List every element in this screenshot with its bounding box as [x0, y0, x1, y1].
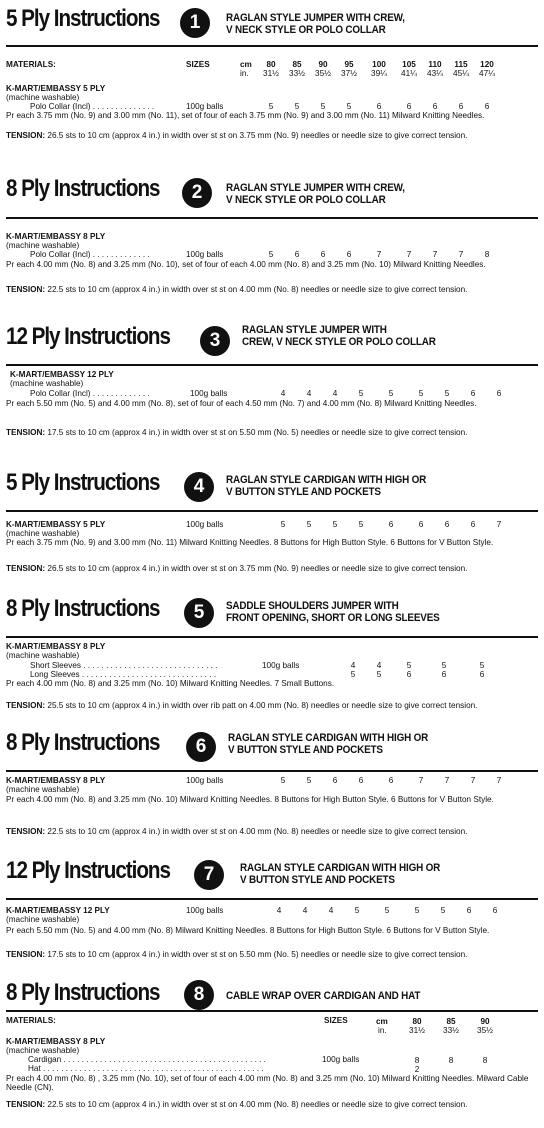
- section-title: 12 Ply Instructions: [6, 857, 170, 884]
- section-number-badge: 8: [184, 980, 214, 1010]
- tension-label: TENSION:: [6, 950, 46, 959]
- yarn-name: K-MART/EMBASSY 8 PLY: [6, 232, 106, 241]
- quantity: 6: [432, 102, 438, 111]
- quantity: 5: [358, 389, 364, 398]
- balls-unit: 100g balls: [186, 520, 224, 529]
- size-cm: 85: [446, 1017, 456, 1026]
- needles-text: Pr each 3.75 mm (No. 9) and 3.00 mm (No. 11) Milward Knitting Needles. 8 Buttons for High Button Style. 6 Buttons for V Button Style.: [6, 538, 494, 547]
- tension-text: 17.5 sts to 10 cm (approx 4 in.) in width over st st on 5.50 mm (No. 5) needles or needle size to give correct tension.: [47, 950, 468, 959]
- section-title: 5 Ply Instructions: [6, 469, 160, 496]
- tension-paragraph: [6, 701, 530, 710]
- quantity-row: [258, 250, 500, 259]
- section-subtitle-line-2: V BUTTON STYLE AND POCKETS: [228, 744, 383, 756]
- sizes-cm-row: [258, 60, 500, 69]
- section-divider: [6, 770, 538, 772]
- quantity: 4: [332, 389, 338, 398]
- sizes-in-row: [258, 69, 500, 78]
- needles-text: Pr each 4.00 mm (No. 8) and 3.25 mm (No. 10) Milward Knitting Needles. 8 Buttons for High Button Style. 6 Buttons for V Button Style.: [6, 795, 494, 804]
- tension-label: TENSION:: [6, 827, 46, 836]
- quantity: 5: [376, 670, 382, 679]
- quantity: 5: [306, 776, 312, 785]
- section-divider: [6, 898, 538, 900]
- section-divider: [6, 217, 538, 219]
- quantity: 7: [376, 250, 382, 259]
- quantity: 5: [320, 102, 326, 111]
- quantity-row: [270, 776, 512, 785]
- quantity: 5: [384, 906, 390, 915]
- quantity-row: [270, 520, 512, 529]
- section-subtitle-line-1: RAGLAN STYLE CARDIGAN WITH HIGH OR: [228, 732, 429, 744]
- tension-text: 25.5 sts to 10 cm (approx 4 in.) in width over rib patt on 4.00 mm (No. 8) needles or needle size to give correct tension.: [47, 701, 478, 710]
- quantity: 6: [406, 670, 412, 679]
- quantity: 6: [388, 776, 394, 785]
- section-subtitle-line-1: RAGLAN STYLE CARDIGAN WITH HIGH OR: [226, 474, 427, 486]
- quantity: 5: [444, 389, 450, 398]
- quantity: 7: [470, 776, 476, 785]
- sizes-in-row: [400, 1026, 502, 1035]
- quantity-row: [400, 1065, 434, 1074]
- quantity: 6: [444, 520, 450, 529]
- size-in: 31½: [409, 1026, 425, 1035]
- materials-label: MATERIALS:: [6, 1016, 56, 1025]
- section-subtitle-line-2: CREW, V NECK STYLE OR POLO COLLAR: [242, 336, 436, 348]
- quantity: 5: [280, 520, 286, 529]
- quantity: 5: [441, 661, 447, 670]
- section-divider: [6, 636, 538, 638]
- quantity: 5: [358, 520, 364, 529]
- yarn-washable: (machine washable): [6, 1046, 80, 1055]
- quantity: 7: [496, 520, 502, 529]
- section-title: 12 Ply Instructions: [6, 323, 170, 350]
- balls-unit: 100g balls: [190, 389, 228, 398]
- yarn-name: K-MART/EMBASSY 12 PLY: [6, 906, 110, 915]
- quantity: 6: [346, 250, 352, 259]
- tension-text: 22.5 sts to 10 cm (approx 4 in.) in width over st st on 4.00 mm (No. 8) needles or needle size to give correct tension.: [47, 827, 468, 836]
- item-label: Hat . . . . . . . . . . . . . . . . . . . . . . . . . . . . . . . . . . . . . . . . . . . . . . . . .: [28, 1064, 264, 1073]
- quantity: 5: [350, 670, 356, 679]
- size-cm: 105: [402, 60, 416, 69]
- quantity: 6: [466, 906, 472, 915]
- quantity: 6: [406, 102, 412, 111]
- quantity: 5: [354, 906, 360, 915]
- tension-label: TENSION:: [6, 564, 46, 573]
- tension-label: TENSION:: [6, 428, 46, 437]
- size-in: 33½: [443, 1026, 459, 1035]
- quantity: 7: [406, 250, 412, 259]
- size-cm: 110: [428, 60, 442, 69]
- quantity: 5: [414, 906, 420, 915]
- tension-paragraph: [6, 428, 530, 437]
- yarn-name: K-MART/EMBASSY 5 PLY: [6, 84, 106, 93]
- section-number-badge: 4: [184, 472, 214, 502]
- quantity: 6: [320, 250, 326, 259]
- quantity: 4: [302, 906, 308, 915]
- quantity: 4: [280, 389, 286, 398]
- quantity: 7: [496, 776, 502, 785]
- yarn-washable: (machine washable): [6, 529, 80, 538]
- tension-text: 26.5 sts to 10 cm (approx 4 in.) in width over st st on 3.75 mm (No. 9) needles or needle size to give correct tension.: [47, 131, 468, 140]
- unit-cm: cm: [376, 1017, 388, 1026]
- quantity: 6: [376, 102, 382, 111]
- yarn-washable: (machine washable): [6, 785, 80, 794]
- section-header: [0, 318, 544, 358]
- section-divider: [6, 45, 538, 47]
- quantity: 6: [496, 389, 502, 398]
- section-6: [0, 724, 544, 852]
- needles-text: Pr each 5.50 mm (No. 5) and 4.00 mm (No. 8), set of four of each 4.50 mm (No. 7) and 4.00 mm (No. 8) Milward Knitting Needles.: [6, 399, 477, 408]
- quantity: 6: [294, 250, 300, 259]
- section-subtitle-line-2: V BUTTON STYLE AND POCKETS: [240, 874, 395, 886]
- section-header: [0, 724, 544, 764]
- section-subtitle-line-2: FRONT OPENING, SHORT OR LONG SLEEVES: [226, 612, 440, 624]
- balls-unit: 100g balls: [322, 1055, 360, 1064]
- materials-label: MATERIALS:: [6, 60, 56, 69]
- section-header: [0, 170, 544, 210]
- quantity: 5: [332, 520, 338, 529]
- unit-in: in.: [240, 69, 249, 78]
- section-8: [0, 974, 544, 1128]
- quantity-row: [266, 906, 508, 915]
- needles-text: Pr each 3.75 mm (No. 9) and 3.00 mm (No. 11), set of four of each 3.75 mm (No. 9) and 3.00 mm (No. 11) Milward Knitting Needles.: [6, 111, 485, 120]
- tension-paragraph: [6, 285, 530, 294]
- size-in: 43¼: [427, 69, 443, 78]
- yarn-washable: (machine washable): [6, 241, 80, 250]
- tension-paragraph: [6, 131, 530, 140]
- quantity: 7: [458, 250, 464, 259]
- quantity: 5: [306, 520, 312, 529]
- quantity: 8: [414, 1056, 420, 1065]
- section-number-badge: 5: [184, 598, 214, 628]
- needles-text: Pr each 4.00 mm (No. 8) , 3.25 mm (No. 10), set of four of each 4.00 mm (No. 8) and 3.25 mm (No. 10) Milward Knitting Needles. Milward Cable Needle (CN).: [6, 1074, 529, 1093]
- needles-text: Pr each 4.00 mm (No. 8) and 3.25 mm (No. 10) Milward Knitting Needles. 7 Small Buttons.: [6, 679, 335, 688]
- sizes-cm-row: [400, 1017, 502, 1026]
- section-number-badge: 7: [194, 860, 224, 890]
- item-label: Long Sleeves . . . . . . . . . . . . . . . . . . . . . . . . . . . . . .: [30, 670, 217, 679]
- yarn-name: K-MART/EMBASSY 8 PLY: [6, 776, 106, 785]
- tension-text: 26.5 sts to 10 cm (approx 4 in.) in width over st st on 3.75 mm (No. 9) needles or needle size to give correct tension.: [47, 564, 468, 573]
- quantity: 6: [458, 102, 464, 111]
- tension-label: TENSION:: [6, 1100, 46, 1109]
- size-cm: 80: [266, 60, 276, 69]
- quantity: 8: [448, 1056, 454, 1065]
- quantity-row: [340, 661, 502, 670]
- yarn-washable: (machine washable): [6, 915, 80, 924]
- quantity: 2: [414, 1065, 420, 1074]
- quantity: 6: [441, 670, 447, 679]
- section-header: [0, 464, 544, 504]
- section-number-badge: 1: [180, 8, 210, 38]
- quantity: 6: [418, 520, 424, 529]
- unit-cm: cm: [240, 60, 252, 69]
- size-in: 39¼: [371, 69, 387, 78]
- yarn-name: K-MART/EMBASSY 12 PLY: [10, 370, 114, 379]
- quantity: 6: [358, 776, 364, 785]
- section-3: [0, 318, 544, 458]
- quantity: 6: [470, 520, 476, 529]
- section-title: 8 Ply Instructions: [6, 595, 160, 622]
- section-7: [0, 852, 544, 972]
- yarn-name: K-MART/EMBASSY 8 PLY: [6, 1037, 106, 1046]
- section-title: 8 Ply Instructions: [6, 729, 160, 756]
- quantity: 4: [376, 661, 382, 670]
- balls-unit: 100g balls: [186, 906, 224, 915]
- needles-text: Pr each 4.00 mm (No. 8) and 3.25 mm (No. 10), set of four of each 4.00 mm (No. 8) and 3.25 mm (No. 10) Milward Knitting Needles.: [6, 260, 486, 269]
- quantity: 6: [479, 670, 485, 679]
- unit-in: in.: [378, 1026, 387, 1035]
- quantity: 7: [444, 776, 450, 785]
- quantity: 5: [268, 102, 274, 111]
- quantity: 6: [492, 906, 498, 915]
- quantity: 5: [268, 250, 274, 259]
- quantity: 4: [306, 389, 312, 398]
- quantity: 5: [294, 102, 300, 111]
- quantity: 5: [346, 102, 352, 111]
- section-title: 8 Ply Instructions: [6, 175, 160, 202]
- size-cm: 90: [480, 1017, 490, 1026]
- item-label: Polo Collar (Incl) . . . . . . . . . . . . .: [30, 389, 150, 398]
- quantity: 8: [482, 1056, 488, 1065]
- section-title: 8 Ply Instructions: [6, 979, 160, 1006]
- sizes-label: SIZES: [186, 60, 210, 69]
- section-subtitle-line-1: CABLE WRAP OVER CARDIGAN AND HAT: [226, 990, 421, 1002]
- tension-label: TENSION:: [6, 285, 46, 294]
- size-in: 31½: [263, 69, 279, 78]
- tension-text: 17.5 sts to 10 cm (approx 4 in.) in width over st st on 5.50 mm (No. 5) needles or needle size to give correct tension.: [47, 428, 468, 437]
- yarn-washable: (machine washable): [6, 651, 80, 660]
- size-in: 41¼: [401, 69, 417, 78]
- tension-text: 22.5 sts to 10 cm (approx 4 in.) in width over st st on 4.00 mm (No. 8) needles or needle size to give correct tension.: [47, 285, 468, 294]
- section-subtitle-line-2: V BUTTON STYLE AND POCKETS: [226, 486, 381, 498]
- size-cm: 120: [480, 60, 494, 69]
- quantity: 5: [280, 776, 286, 785]
- section-header: [0, 590, 544, 630]
- quantity-row: [340, 670, 502, 679]
- section-subtitle-line-2: V NECK STYLE OR POLO COLLAR: [226, 24, 386, 36]
- quantity-row: [258, 102, 500, 111]
- tension-paragraph: [6, 1100, 530, 1109]
- section-2: [0, 170, 544, 310]
- size-in: 35½: [315, 69, 331, 78]
- yarn-name: K-MART/EMBASSY 8 PLY: [6, 642, 106, 651]
- quantity-row: [270, 389, 512, 398]
- size-in: 47¼: [479, 69, 495, 78]
- balls-unit: 100g balls: [262, 661, 300, 670]
- quantity: 5: [406, 661, 412, 670]
- item-label: Short Sleeves . . . . . . . . . . . . . . . . . . . . . . . . . . . . . .: [30, 661, 218, 670]
- section-number-badge: 2: [182, 178, 212, 208]
- size-in: 33½: [289, 69, 305, 78]
- balls-unit: 100g balls: [186, 776, 224, 785]
- quantity: 6: [388, 520, 394, 529]
- quantity: 7: [432, 250, 438, 259]
- section-header: [0, 974, 544, 1014]
- section-number-badge: 6: [186, 732, 216, 762]
- item-label: Polo Collar (Incl) . . . . . . . . . . . . .: [30, 250, 150, 259]
- size-in: 35½: [477, 1026, 493, 1035]
- section-number-badge: 3: [200, 326, 230, 356]
- quantity: 5: [418, 389, 424, 398]
- section-subtitle-line-1: RAGLAN STYLE JUMPER WITH CREW,: [226, 12, 405, 24]
- section-subtitle-line-2: V NECK STYLE OR POLO COLLAR: [226, 194, 386, 206]
- yarn-washable: (machine washable): [10, 379, 84, 388]
- section-divider: [6, 364, 538, 366]
- quantity: 5: [388, 389, 394, 398]
- tension-text: 22.5 sts to 10 cm (approx 4 in.) in width over st st on 4.00 mm (No. 8) needles or needle size to give correct tension.: [47, 1100, 468, 1109]
- quantity: 8: [484, 250, 490, 259]
- yarn-name: K-MART/EMBASSY 5 PLY: [6, 520, 106, 529]
- section-title: 5 Ply Instructions: [6, 5, 160, 32]
- tension-paragraph: [6, 950, 530, 959]
- size-cm: 100: [372, 60, 386, 69]
- section-5: [0, 590, 544, 724]
- section-1: [0, 0, 544, 152]
- size-cm: 90: [318, 60, 328, 69]
- tension-paragraph: [6, 564, 530, 573]
- tension-label: TENSION:: [6, 701, 46, 710]
- quantity-row: [400, 1056, 502, 1065]
- quantity: 4: [276, 906, 282, 915]
- section-header: [0, 852, 544, 892]
- size-cm: 95: [344, 60, 354, 69]
- section-subtitle-line-1: SADDLE SHOULDERS JUMPER WITH: [226, 600, 399, 612]
- section-subtitle-line-1: RAGLAN STYLE JUMPER WITH CREW,: [226, 182, 405, 194]
- section-header: [0, 0, 544, 40]
- balls-unit: 100g balls: [186, 102, 224, 111]
- quantity: 6: [332, 776, 338, 785]
- quantity: 4: [328, 906, 334, 915]
- item-label: Polo Collar (Incl) . . . . . . . . . . . . . .: [30, 102, 155, 111]
- section-subtitle-line-1: RAGLAN STYLE CARDIGAN WITH HIGH OR: [240, 862, 441, 874]
- section-4: [0, 464, 544, 589]
- size-cm: 115: [454, 60, 468, 69]
- section-divider: [6, 510, 538, 512]
- yarn-washable: (machine washable): [6, 93, 80, 102]
- needles-text: Pr each 5.50 mm (No. 5) and 4.00 mm (No. 8) Milward Knitting Needles. 8 Buttons for High Button Style. 6 Buttons for V Button Style.: [6, 926, 490, 935]
- size-in: 45¼: [453, 69, 469, 78]
- quantity: 6: [484, 102, 490, 111]
- balls-unit: 100g balls: [186, 250, 224, 259]
- quantity: 7: [418, 776, 424, 785]
- quantity: 6: [470, 389, 476, 398]
- tension-label: TENSION:: [6, 131, 46, 140]
- quantity: 5: [440, 906, 446, 915]
- quantity: 4: [350, 661, 356, 670]
- quantity: 5: [479, 661, 485, 670]
- section-divider: [6, 1010, 538, 1012]
- size-cm: 80: [412, 1017, 422, 1026]
- section-subtitle-line-1: RAGLAN STYLE JUMPER WITH: [242, 324, 387, 336]
- size-cm: 85: [292, 60, 302, 69]
- sizes-label: SIZES: [324, 1016, 348, 1025]
- tension-paragraph: [6, 827, 530, 836]
- size-in: 37½: [341, 69, 357, 78]
- item-label: Cardigan . . . . . . . . . . . . . . . . . . . . . . . . . . . . . . . . . . . . . . . . . . . . .: [28, 1055, 266, 1064]
